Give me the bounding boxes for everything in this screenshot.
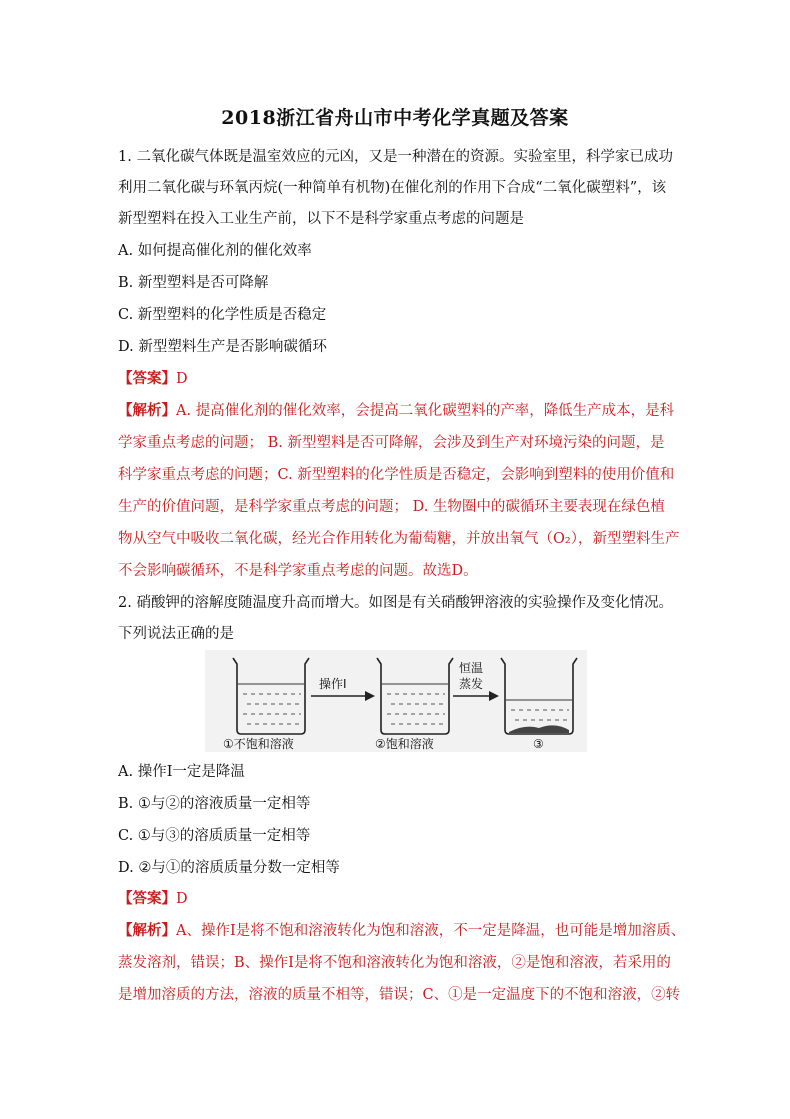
- crystals: [509, 725, 569, 733]
- beaker-diagram: [205, 650, 587, 752]
- page-title: 2018浙江省舟山市中考化学真题及答案: [221, 107, 569, 129]
- beaker-1: [223, 658, 309, 751]
- arrow-operation-1: [311, 676, 375, 701]
- q1-analysis-line: 科学家重点考虑的问题；C. 新型塑料的化学性质是否稳定，会影响到塑料的使用价值和: [118, 467, 675, 483]
- q1-analysis-line: 学家重点考虑的问题； B. 新型塑料是否可降解，会涉及到生产对环境污染的问题，是: [118, 435, 665, 451]
- beaker-1-caption: ①不饱和溶液: [223, 737, 294, 751]
- q1-option-c: C. 新型塑料的化学性质是否稳定: [118, 307, 327, 323]
- q1-stem-line: 利用二氧化碳与环氧丙烷(一种简单有机物)在催化剂的作用下合成“二氧化碳塑料”，该: [118, 180, 667, 196]
- arrow-1-label: 操作Ⅰ: [319, 677, 347, 691]
- q1-analysis-line: [118, 401, 678, 421]
- beaker-3: [501, 658, 577, 751]
- q2-analysis-line: [118, 921, 686, 941]
- q1-analysis-line: 生产的价值问题，是科学家重点考虑的问题； D. 生物圈中的碳循环主要表现在绿色植: [118, 499, 665, 515]
- q2-option-c: C. ①与③的溶质质量一定相等: [118, 828, 311, 844]
- q1-answer: [118, 369, 678, 389]
- beaker-diagram-svg: [205, 650, 587, 752]
- q1-option-b: B. 新型塑料是否可降解: [118, 275, 269, 291]
- beaker-2: [375, 658, 453, 751]
- q2-option-a: A. 操作Ⅰ一定是降温: [118, 764, 245, 780]
- arrow-2-label-line2: 蒸发: [459, 677, 484, 691]
- q1-option-a: A. 如何提高催化剂的催化效率: [118, 243, 312, 259]
- q2-analysis-line: 是增加溶质的方法，溶液的质量不相等，错误；C、①是一定温度下的不饱和溶液，②转: [118, 987, 681, 1003]
- analysis-label: 【解析】: [118, 922, 176, 939]
- answer-value: D: [176, 371, 188, 387]
- q2-option-d: D. ②与①的溶质质量分数一定相等: [118, 860, 340, 876]
- q1-analysis-line: 物从空气中吸收二氧化碳，经光合作用转化为葡萄糖，并放出氧气（O₂），新型塑料生产: [118, 531, 680, 547]
- analysis-text: A、操作Ⅰ是将不饱和溶液转化为饱和溶液，不一定是降温，也可能是增加溶质、: [176, 923, 686, 939]
- answer-value: D: [176, 891, 188, 907]
- beaker-3-caption: ③: [533, 737, 544, 751]
- arrow-2-label-line1: 恒温: [459, 661, 484, 675]
- answer-label: 【答案】: [118, 370, 176, 387]
- beaker-2-caption: ②饱和溶液: [375, 737, 434, 751]
- analysis-text: A. 提高催化剂的催化效率，会提高二氧化碳塑料的产率，降低生产成本，是科: [176, 403, 675, 419]
- answer-label: 【答案】: [118, 890, 176, 907]
- analysis-label: 【解析】: [118, 402, 176, 419]
- q2-analysis-line: 蒸发溶剂，错误；B、操作Ⅰ是将不饱和溶液转化为饱和溶液，②是饱和溶液，若采用的: [118, 955, 671, 971]
- q1-stem-line: 新型塑料在投入工业生产前，以下不是科学家重点考虑的问题是: [118, 211, 524, 227]
- q1-option-d: D. 新型塑料生产是否影响碳循环: [118, 339, 327, 355]
- q2-stem-line: 下列说法正确的是: [118, 626, 234, 642]
- q2-stem-line: 2. 硝酸钾的溶解度随温度升高而增大。如图是有关硝酸钾溶液的实验操作及变化情况。: [118, 595, 673, 611]
- q1-analysis-line: 不会影响碳循环，不是科学家重点考虑的问题。故选D。: [118, 563, 478, 579]
- q2-answer: [118, 889, 678, 909]
- q2-option-b: B. ①与②的溶液质量一定相等: [118, 796, 311, 812]
- q1-stem-line: 1. 二氧化碳气体既是温室效应的元凶，又是一种潜在的资源。实验室里，科学家已成功: [118, 149, 673, 165]
- arrow-evaporation: [453, 660, 499, 701]
